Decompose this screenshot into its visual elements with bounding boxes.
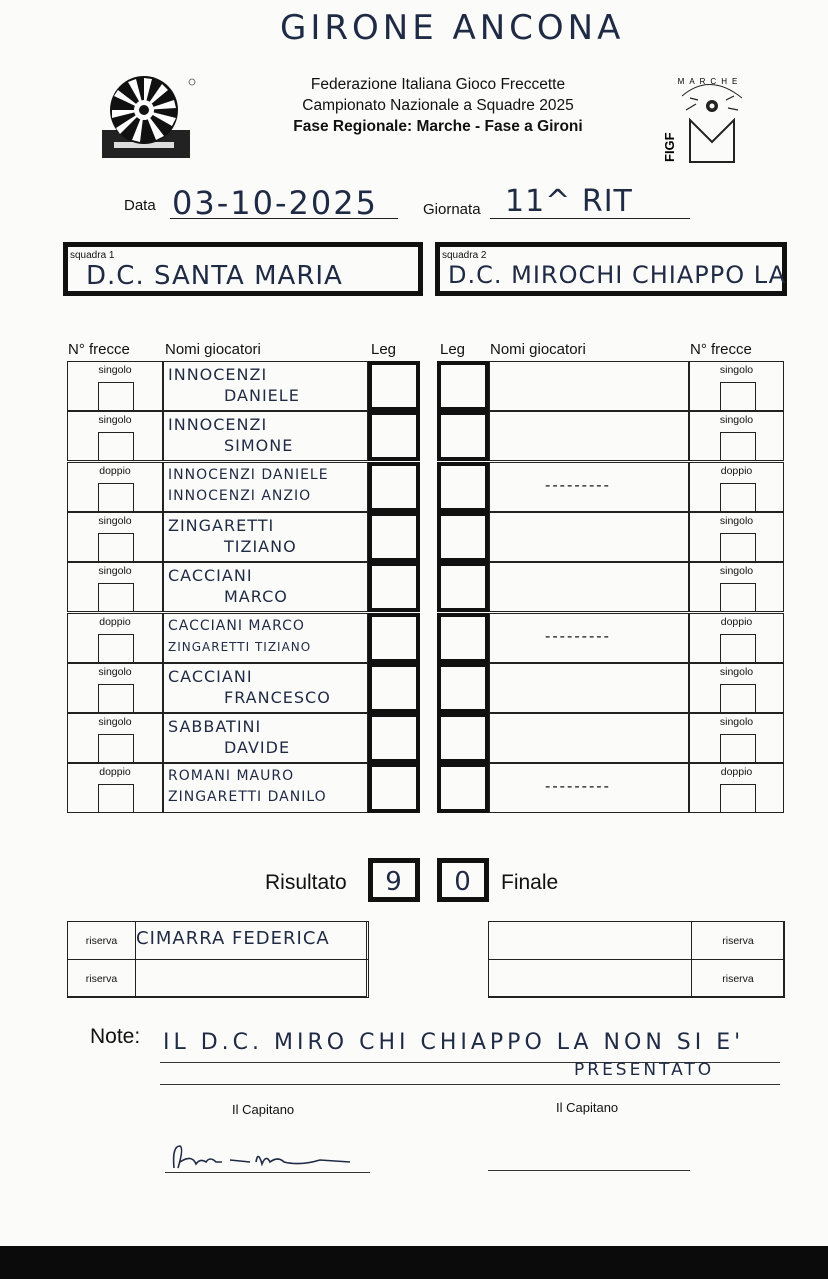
player-name: CACCIANI MARCO	[168, 618, 305, 634]
darts-count-box	[98, 533, 134, 561]
reserve-label-cell	[67, 959, 136, 998]
score-team1[interactable]	[368, 858, 420, 902]
round-value[interactable]: 11^ RIT	[505, 184, 633, 219]
left-players-cell[interactable]	[163, 411, 368, 461]
match-type-label: doppio	[99, 766, 131, 778]
reserve-label-cell	[691, 921, 785, 960]
reserve-label: riserva	[722, 935, 754, 947]
player-name: MARCO	[224, 587, 288, 606]
reserve-label: riserva	[722, 973, 754, 985]
result-label: Risultato	[265, 871, 347, 894]
federation-name: Federazione Italiana Gioco Freccette	[310, 76, 566, 93]
left-players-header: Nomi giocatori	[165, 341, 261, 358]
player-name: SIMONE	[224, 436, 294, 455]
right-leg-box[interactable]	[437, 462, 489, 512]
team1-tag: squadra 1	[70, 250, 115, 261]
darts-count-box	[720, 684, 756, 712]
right-leg-box[interactable]	[437, 763, 489, 813]
left-darts-cell[interactable]	[67, 512, 163, 562]
right-darts-cell[interactable]	[689, 763, 784, 813]
right-leg-box[interactable]	[437, 562, 489, 612]
right-players-cell[interactable]	[489, 763, 689, 813]
darts-count-box	[98, 634, 134, 662]
match-type-label: doppio	[99, 616, 131, 628]
match-type-label: singolo	[98, 565, 132, 577]
right-darts-cell[interactable]	[689, 411, 784, 461]
match-type-label: singolo	[98, 666, 132, 678]
date-label: Data	[124, 197, 156, 214]
right-darts-cell[interactable]	[689, 361, 784, 411]
left-reserves-table	[67, 921, 367, 997]
right-players-cell[interactable]	[489, 713, 689, 763]
reserve-name: CIMARRA FEDERICA	[136, 928, 330, 949]
right-players-cell[interactable]	[489, 411, 689, 461]
left-darts-cell[interactable]	[67, 763, 163, 813]
phase-name: Fase Regionale: Marche - Fase a Gironi	[293, 118, 583, 135]
left-players-cell[interactable]	[163, 613, 368, 663]
right-darts-cell[interactable]	[689, 663, 784, 713]
left-darts-cell[interactable]	[67, 411, 163, 461]
left-leg-box[interactable]	[368, 763, 420, 813]
left-darts-header: N° frecce	[68, 341, 130, 358]
left-leg-box[interactable]	[368, 713, 420, 763]
final-label: Finale	[501, 871, 559, 894]
reserve-label: riserva	[85, 935, 118, 947]
right-leg-box[interactable]	[437, 713, 489, 763]
player-name: ZINGARETTI DANILO	[168, 789, 327, 805]
match-type-label: singolo	[719, 364, 754, 376]
right-darts-header: N° frecce	[690, 341, 752, 358]
left-leg-box[interactable]	[368, 562, 420, 612]
right-players-cell[interactable]	[489, 462, 689, 512]
player-name: INNOCENZI	[168, 415, 268, 434]
date-value[interactable]: 03-10-2025	[172, 184, 378, 222]
left-darts-cell[interactable]	[67, 462, 163, 512]
team1-box[interactable]	[63, 242, 423, 296]
score-team2-value: 0	[454, 867, 472, 897]
score-team2[interactable]	[437, 858, 489, 902]
right-leg-box[interactable]	[437, 663, 489, 713]
right-leg-header: Leg	[440, 341, 466, 358]
notes-line	[160, 1084, 780, 1085]
darts-count-box	[98, 734, 134, 762]
left-players-cell[interactable]	[163, 512, 368, 562]
player-name: DANIELE	[224, 386, 300, 405]
right-darts-cell[interactable]	[689, 713, 784, 763]
captain1-signature	[170, 1140, 370, 1172]
right-leg-box[interactable]	[437, 411, 489, 461]
match-type-label: singolo	[98, 515, 132, 527]
player-name: INNOCENZI	[168, 365, 268, 384]
darts-count-box	[98, 483, 134, 511]
reserve-name-cell[interactable]	[488, 959, 692, 998]
right-darts-cell[interactable]	[689, 562, 784, 612]
left-players-cell[interactable]	[163, 663, 368, 713]
left-players-cell[interactable]	[163, 361, 368, 411]
right-players-cell[interactable]	[489, 613, 689, 663]
team2-tag: squadra 2	[442, 250, 487, 261]
reserve-name-cell[interactable]	[135, 921, 369, 960]
left-darts-cell[interactable]	[67, 361, 163, 411]
figf-logo-text: FIGF	[662, 132, 677, 162]
darts-count-box	[98, 784, 134, 812]
darts-count-box	[720, 784, 756, 812]
right-players-header: Nomi giocatori	[490, 341, 586, 358]
captain2-signature-line	[488, 1170, 690, 1171]
left-players-cell[interactable]	[163, 562, 368, 612]
left-leg-box[interactable]	[368, 512, 420, 562]
player-name: ROMANI MAURO	[168, 768, 295, 784]
match-type-label: singolo	[719, 565, 754, 577]
reserve-label-cell	[691, 959, 785, 998]
captain1-signature-line	[165, 1172, 370, 1173]
left-darts-cell[interactable]	[67, 663, 163, 713]
player-name: FRANCESCO	[224, 688, 331, 707]
left-players-cell[interactable]	[163, 462, 368, 512]
right-reserves-table	[488, 921, 784, 997]
darts-count-box	[720, 533, 756, 561]
darts-count-box	[720, 634, 756, 662]
left-darts-cell[interactable]	[67, 713, 163, 763]
darts-count-box	[98, 382, 134, 410]
right-leg-box[interactable]	[437, 361, 489, 411]
dartboard-logo	[100, 70, 196, 162]
player-name: TIZIANO	[224, 537, 297, 556]
match-type-label: doppio	[720, 616, 753, 628]
round-label: Giornata	[423, 201, 481, 218]
notes-text-line2[interactable]: PRESENTATO	[574, 1060, 715, 1080]
darts-count-box	[720, 483, 756, 511]
darts-count-box	[98, 432, 134, 460]
right-players-cell[interactable]	[489, 562, 689, 612]
player-name: DAVIDE	[224, 738, 291, 757]
empty-doubles-placeholder: ---------	[545, 778, 611, 795]
match-type-label: doppio	[720, 465, 753, 477]
darts-count-box	[720, 382, 756, 410]
player-name: ZINGARETTI	[168, 516, 275, 535]
empty-doubles-placeholder: ---------	[545, 628, 611, 645]
player-name: INNOCENZI ANZIO	[168, 488, 312, 504]
match-type-label: doppio	[99, 465, 131, 477]
left-leg-box[interactable]	[368, 663, 420, 713]
team2-box[interactable]	[435, 242, 787, 296]
left-leg-header: Leg	[371, 341, 397, 358]
player-name: ZINGARETTI TIZIANO	[168, 640, 312, 654]
match-type-label: singolo	[98, 716, 132, 728]
match-type-label: singolo	[719, 414, 754, 426]
empty-doubles-placeholder: ---------	[545, 477, 611, 494]
right-leg-box[interactable]	[437, 512, 489, 562]
darts-count-box	[720, 583, 756, 611]
captain1-label: Il Capitano	[232, 1102, 295, 1117]
reserve-label: riserva	[85, 973, 118, 985]
reserve-name-cell[interactable]	[135, 959, 369, 998]
player-name: SABBATINI	[168, 717, 262, 736]
logo-region-text: MARCHE	[677, 77, 743, 86]
left-players-cell[interactable]	[163, 763, 368, 813]
left-leg-box[interactable]	[368, 361, 420, 411]
notes-label: Note:	[90, 1025, 141, 1048]
match-type-label: singolo	[98, 414, 132, 426]
score-team1-value: 9	[385, 867, 403, 897]
handwritten-title: GIRONE ANCONA	[280, 8, 625, 48]
championship-name: Campionato Nazionale a Squadre 2025	[302, 97, 574, 114]
reserve-label-cell	[67, 921, 136, 960]
team2-name: D.C. MIROCHI CHIAPPO LA	[448, 261, 787, 289]
match-type-label: doppio	[720, 766, 753, 778]
right-darts-cell[interactable]	[689, 462, 784, 512]
right-players-cell[interactable]	[489, 361, 689, 411]
captain2-label: Il Capitano	[556, 1100, 619, 1115]
darts-count-box	[720, 734, 756, 762]
notes-text-line1[interactable]: IL D.C. MIRO CHI CHIAPPO LA NON SI E'	[163, 1030, 745, 1055]
left-darts-cell[interactable]	[67, 562, 163, 612]
scan-border	[0, 1246, 828, 1279]
right-leg-box[interactable]	[437, 613, 489, 663]
left-players-cell[interactable]	[163, 713, 368, 763]
right-players-cell[interactable]	[489, 512, 689, 562]
match-type-label: singolo	[98, 364, 132, 376]
figf-marche-logo	[660, 76, 760, 168]
right-darts-cell[interactable]	[689, 613, 784, 663]
player-name: INNOCENZI DANIELE	[168, 467, 329, 483]
left-leg-box[interactable]	[368, 462, 420, 512]
right-players-cell[interactable]	[489, 663, 689, 713]
darts-count-box	[98, 684, 134, 712]
match-type-label: singolo	[719, 515, 754, 527]
left-leg-box[interactable]	[368, 411, 420, 461]
left-darts-cell[interactable]	[67, 613, 163, 663]
match-type-label: singolo	[719, 716, 754, 728]
match-type-label: singolo	[719, 666, 754, 678]
player-name: CACCIANI	[168, 566, 253, 585]
left-leg-box[interactable]	[368, 613, 420, 663]
darts-count-box	[720, 432, 756, 460]
player-name: CACCIANI	[168, 667, 253, 686]
team1-name: D.C. SANTA MARIA	[86, 261, 343, 291]
reserve-name-cell[interactable]	[488, 921, 692, 960]
darts-count-box	[98, 583, 134, 611]
federation-header	[260, 74, 616, 137]
right-darts-cell[interactable]	[689, 512, 784, 562]
